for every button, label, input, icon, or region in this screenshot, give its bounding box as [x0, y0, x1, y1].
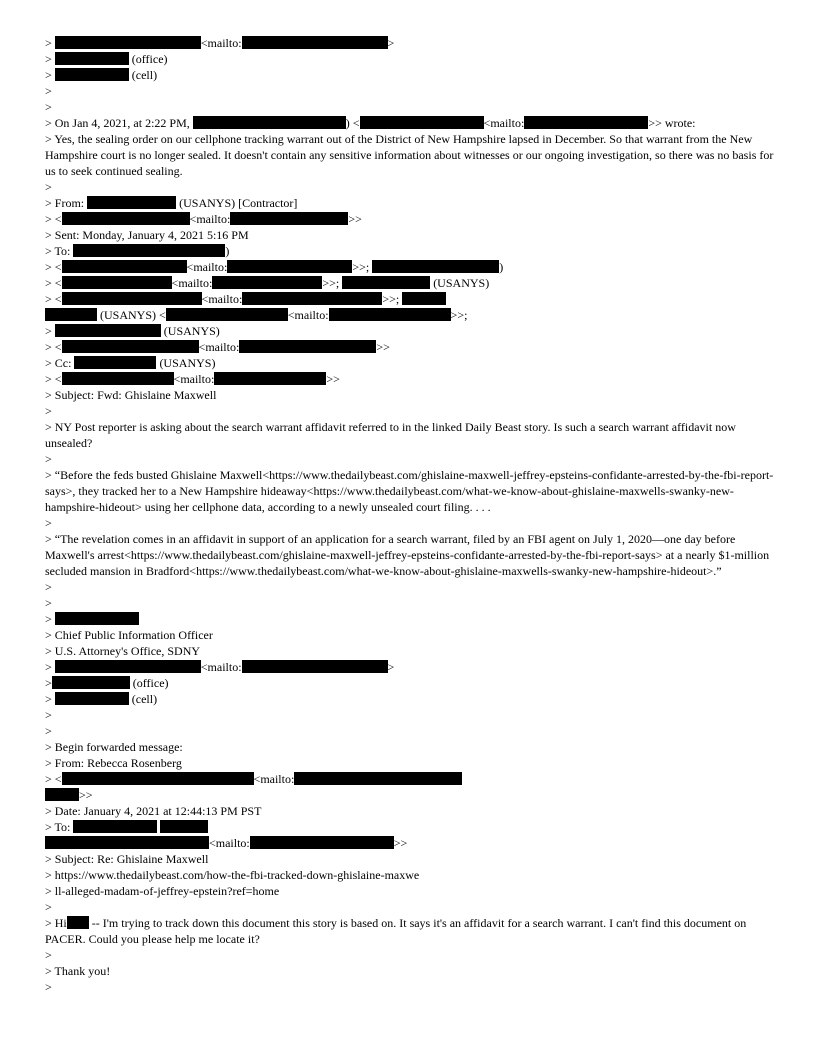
subject-line: > Subject: Fwd: Ghislaine Maxwell: [45, 388, 217, 402]
redaction: [55, 692, 129, 705]
recipient-address-line: > < <mailto: >>: [45, 340, 390, 354]
blank-quote-line: >: [45, 580, 52, 594]
redaction: [329, 308, 451, 321]
recipient-line: > < <mailto: >>; ): [45, 260, 504, 274]
sig-title-line: > Chief Public Information Officer: [45, 628, 213, 642]
sig-office-line: > (office): [45, 676, 169, 690]
redaction: [55, 660, 201, 673]
email-body-paragraph: > NY Post reporter is asking about the search warrant affidavit referred to in the linked Daily Beast story. Is such a search warrant affidavit now unsealed?: [45, 420, 736, 450]
redaction: [62, 212, 190, 225]
redaction: [52, 676, 130, 689]
from-address-line: >>: [45, 787, 775, 803]
redaction: [62, 372, 174, 385]
redaction: [294, 772, 462, 785]
to-address-line: <mailto: >>: [45, 835, 775, 851]
redaction: [74, 356, 156, 369]
redaction: [73, 820, 157, 833]
sig-email-line: > <mailto: >: [45, 660, 395, 674]
recipient-line: > < <mailto: >>; (USANYS): [45, 276, 490, 290]
blank-quote-line: >: [45, 84, 52, 98]
sig-cell-line: > (cell): [45, 692, 158, 706]
blank-quote-line: >: [45, 980, 52, 994]
redaction: [250, 836, 394, 849]
redaction: [214, 372, 326, 385]
sig-office-line: > (office): [45, 52, 168, 66]
quoted-article-paragraph: > “The revelation comes in an affidavit in support of an application for a search warrant, filed by an FBI agent on July 1, 2020—one day before Maxwell's arrest<https://www.thedailybeast.com/ghislaine-maxwell-jeffrey-epsteins-confidante-arrested-by-the-fbi-report-says> at a nearly $1-million secluded mansion in Bradford<https://www.thedailybeast.com/what-we-know-about-ghislaine-maxwells-swanky-new-hampshire-hideout>.”: [45, 532, 770, 578]
from-line: > From: Rebecca Rosenberg: [45, 756, 182, 770]
sig-name-line: >: [45, 611, 775, 627]
blank-quote-line: >: [45, 596, 52, 610]
redaction: [73, 244, 225, 257]
redaction: [87, 196, 176, 209]
forward-header-line: > Begin forwarded message:: [45, 740, 183, 754]
redaction: [45, 836, 209, 849]
blank-quote-line: >: [45, 724, 52, 738]
blank-quote-line: >: [45, 516, 52, 530]
redaction: [212, 276, 322, 289]
redaction: [242, 660, 388, 673]
redaction: [193, 116, 346, 129]
redaction: [62, 340, 199, 353]
redaction: [62, 260, 187, 273]
redaction: [230, 212, 348, 225]
from-line: > From: (USANYS) [Contractor]: [45, 196, 298, 210]
redaction: [239, 340, 376, 353]
redaction: [55, 36, 201, 49]
redaction: [55, 324, 161, 337]
cc-address-line: > < <mailto: >>: [45, 372, 340, 386]
cc-line: > Cc: (USANYS): [45, 356, 216, 370]
recipient-line: > (USANYS): [45, 324, 220, 338]
redaction: [242, 292, 382, 305]
recipient-line: > < <mailto: >>;: [45, 291, 775, 307]
from-address-line: > < <mailto:: [45, 771, 775, 787]
redaction: [166, 308, 288, 321]
redaction: [55, 68, 129, 81]
thanks-line: > Thank you!: [45, 964, 111, 978]
redaction: [55, 52, 129, 65]
blank-quote-line: >: [45, 452, 52, 466]
subject-line: > Subject: Re: Ghislaine Maxwell: [45, 852, 209, 866]
to-line: > To: ): [45, 244, 230, 258]
redaction: [227, 260, 352, 273]
redaction: [67, 916, 89, 929]
recipient-line: (USANYS) < <mailto: >>;: [45, 307, 775, 323]
redaction: [62, 276, 172, 289]
redaction: [62, 772, 254, 785]
email-body-paragraph: > Hi -- I'm trying to track down this document this story is based on. It says it's an affidavit for a search warrant. I can't find this document on PACER. Could you please help me locate it?: [45, 916, 747, 946]
url-line: > ll-alleged-madam-of-jeffrey-epstein?ref=home: [45, 884, 280, 898]
email-header-line: > On Jan 4, 2021, at 2:22 PM, ) < <mailto: >> wrote:: [45, 116, 696, 130]
redaction: [62, 292, 202, 305]
to-line: > To:: [45, 819, 775, 835]
quoted-article-paragraph: > “Before the feds busted Ghislaine Maxwell<https://www.thedailybeast.com/ghislaine-maxwell-jeffrey-epsteins-confidante-arrested-by-the-fbi-report-says>, they tracked her to a New Hampshire hideaway<https://www.thedailybeast.com/what-we-know-about-ghislaine-maxwells-swanky-new-hampshire-hideout> using her cellphone data, according to a newly unsealed court filing. . . .: [45, 468, 774, 514]
redaction: [242, 36, 388, 49]
blank-quote-line: >: [45, 948, 52, 962]
redaction: [402, 292, 446, 305]
sig-cell-line: > (cell): [45, 68, 158, 82]
redaction: [360, 116, 484, 129]
blank-quote-line: >: [45, 900, 52, 914]
redaction: [342, 276, 430, 289]
sent-line: > Sent: Monday, January 4, 2021 5:16 PM: [45, 228, 249, 242]
redaction: [372, 260, 499, 273]
sig-office-name-line: > U.S. Attorney's Office, SDNY: [45, 644, 201, 658]
email-body-paragraph: > Yes, the sealing order on our cellphone tracking warrant out of the District of New Hampshire lapsed in December. So that warrant from the New Hampshire court is no longer sealed. It doesn't contain any sensitive information about witnesses or our ongoing investigation, so there was no basis for us to seek continued sealing.: [45, 132, 774, 178]
redaction: [524, 116, 648, 129]
email-document: [45, 35, 775, 995]
from-address-line: > < <mailto: >>: [45, 212, 362, 226]
sig-email-line: > <mailto: >: [45, 36, 395, 50]
blank-quote-line: >: [45, 404, 52, 418]
redaction: [160, 820, 208, 833]
blank-quote-line: >: [45, 100, 52, 114]
date-line: > Date: January 4, 2021 at 12:44:13 PM PST: [45, 804, 262, 818]
redaction: [45, 788, 79, 801]
url-line: > https://www.thedailybeast.com/how-the-fbi-tracked-down-ghislaine-maxwe: [45, 868, 420, 882]
blank-quote-line: >: [45, 180, 52, 194]
blank-quote-line: >: [45, 708, 52, 722]
redaction: [45, 308, 97, 321]
redaction: [55, 612, 139, 625]
